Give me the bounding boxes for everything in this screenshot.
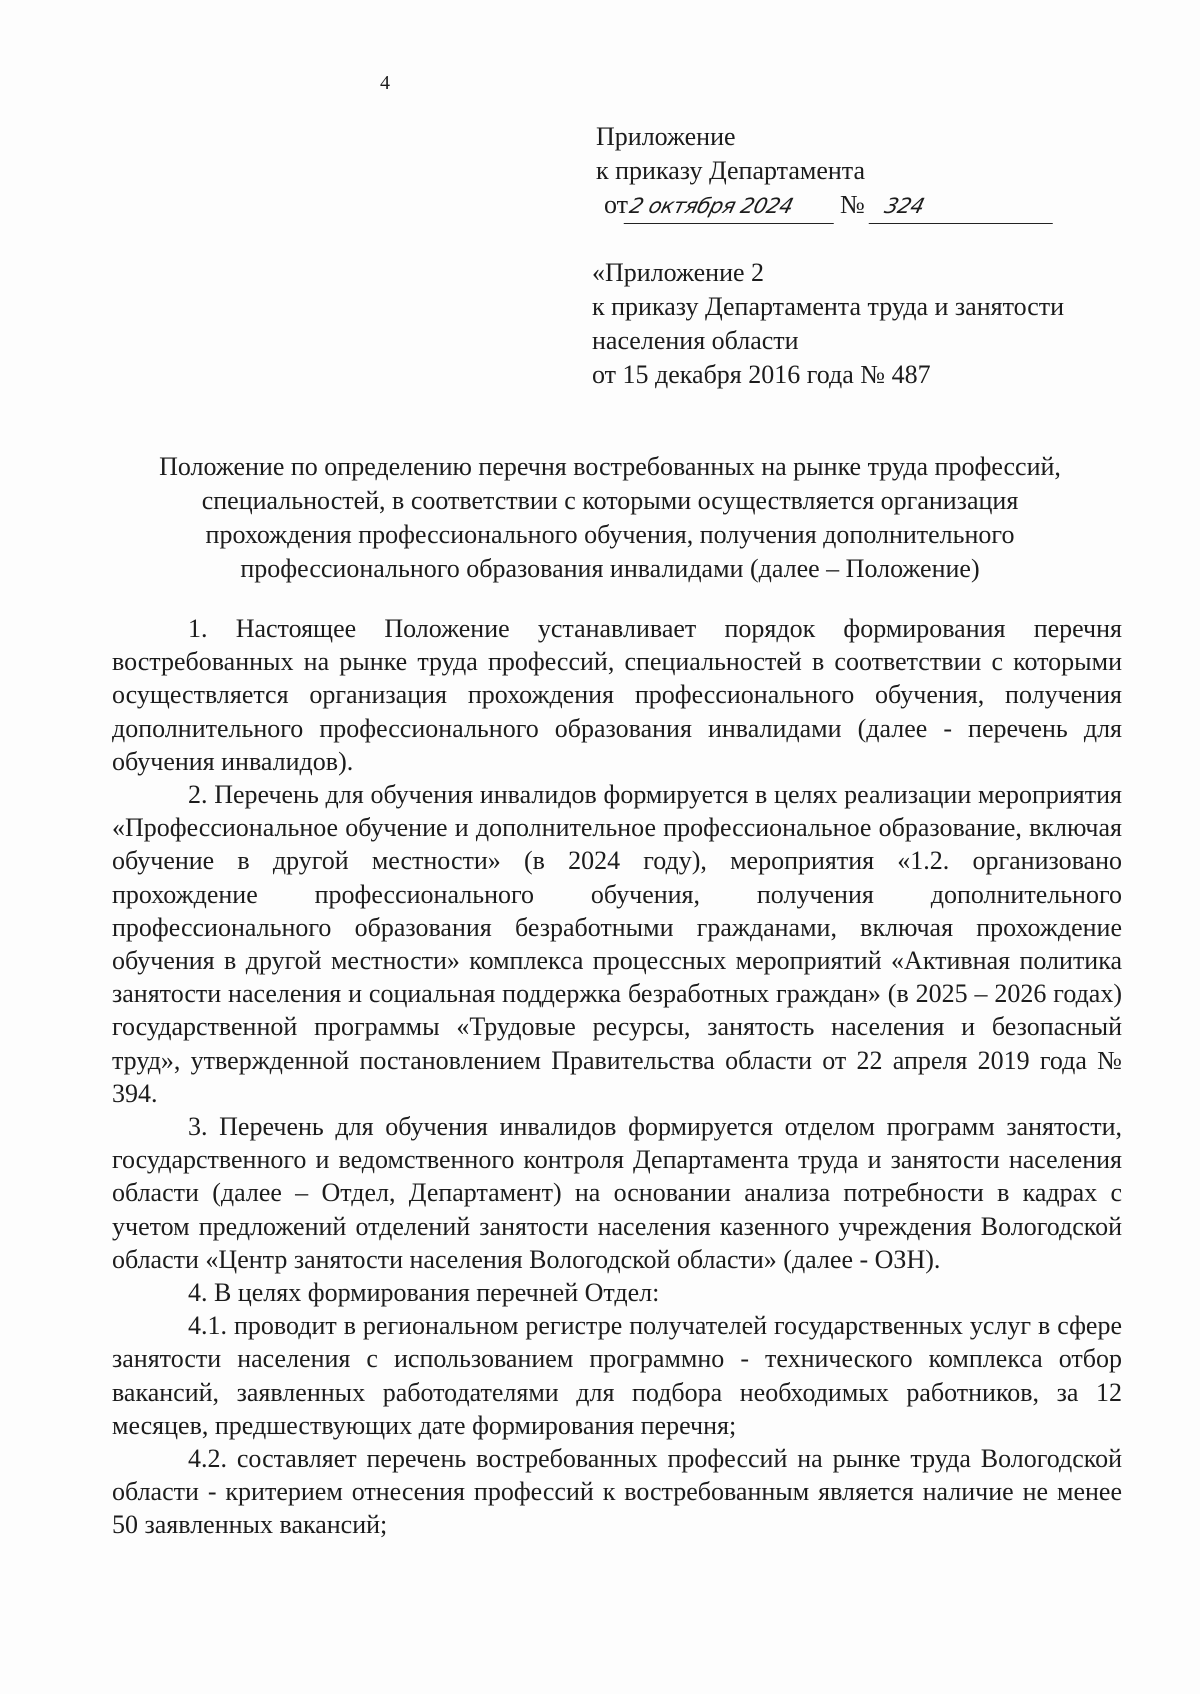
document-body	[112, 612, 1122, 1542]
document-title-line: специальностей, в соответствии с которыми осуществляется организация	[201, 486, 1019, 515]
original-attachment-header	[592, 256, 1152, 392]
paragraph-2: 2. Перечень для обучения инвалидов формируется в целях реализации мероприятия «Профессиональное обучение и дополнительное профессиональное образование, включая обучение в другой местности» (в 2024 году), мероприятия «1.2. организовано прохождение профессионального обучения, получения дополнительного профессионального образования безработными гражданами, включая прохождение обучения в другой местности» комплекса процессных мероприятий «Активная политика занятости населения и социальная поддержка безработных граждан» (в 2025 – 2026 годах) государственной программы «Трудовые ресурсы, занятость населения и безопасный труд», утвержденной постановлением Правительства области от 22 апреля 2019 года № 394.	[112, 780, 1122, 1108]
original-attachment-order-ref: к приказу Департамента труда и занятости	[592, 292, 1065, 321]
attachment-date-number-row	[596, 188, 1136, 224]
attachment-header	[596, 120, 1136, 224]
original-attachment-date: от 15 декабря 2016 года № 487	[592, 360, 931, 389]
attachment-order-ref: к приказу Департамента	[596, 156, 866, 185]
document-title-line: прохождения профессионального обучения, получения дополнительного	[205, 520, 1015, 549]
paragraph-4-2: 4.2. составляет перечень востребованных профессий на рынке труда Вологодской области - критерием отнесения профессий к востребованным является наличие не менее 50 заявленных вакансий;	[112, 1444, 1122, 1540]
handwritten-date: 2 октября 2024	[624, 189, 843, 224]
paragraph-1: 1. Настоящее Положение устанавливает порядок формирования перечня востребованных на рынке труда профессий, специальностей в соответствии с которыми осуществляется организация прохождения профессионального обучения, получения дополнительного профессионального образования инвалидами (далее - перечень для обучения инвалидов).	[112, 614, 1122, 776]
paragraph-4: 4. В целях формирования перечней Отдел:	[188, 1278, 660, 1308]
page-number: 4	[380, 72, 390, 94]
original-attachment-title: «Приложение 2	[592, 258, 765, 287]
paragraph-4-1: 4.1. проводит в региональном регистре получателей государственных услуг в сфере занятости населения с использованием программно - технического комплекса отбор вакансий, заявленных работодателями для подбора необходимых работников, за 12 месяцев, предшествующих дате формирования перечня;	[112, 1311, 1122, 1440]
attachment-title: Приложение	[596, 122, 736, 151]
paragraph-3: 3. Перечень для обучения инвалидов формируется отделом программ занятости, государственного и ведомственного контроля Департамента труда и занятости населения области (далее – Отдел, Департамент) на основании анализа потребности в кадрах с учетом предложений отделений занятости населения казенного учреждения Вологодской области «Центр занятости населения Вологодской области» (далее - ОЗН).	[112, 1112, 1122, 1274]
original-attachment-region: населения области	[592, 326, 799, 355]
date-prefix: от	[604, 190, 629, 219]
number-sign: №	[840, 190, 865, 219]
document-title-line: профессионального образования инвалидами (далее – Положение)	[240, 554, 980, 583]
document-title	[110, 450, 1110, 586]
handwritten-number: 324	[868, 189, 1061, 224]
document-title-line: Положение по определению перечня востребованных на рынке труда профессий,	[159, 452, 1061, 481]
